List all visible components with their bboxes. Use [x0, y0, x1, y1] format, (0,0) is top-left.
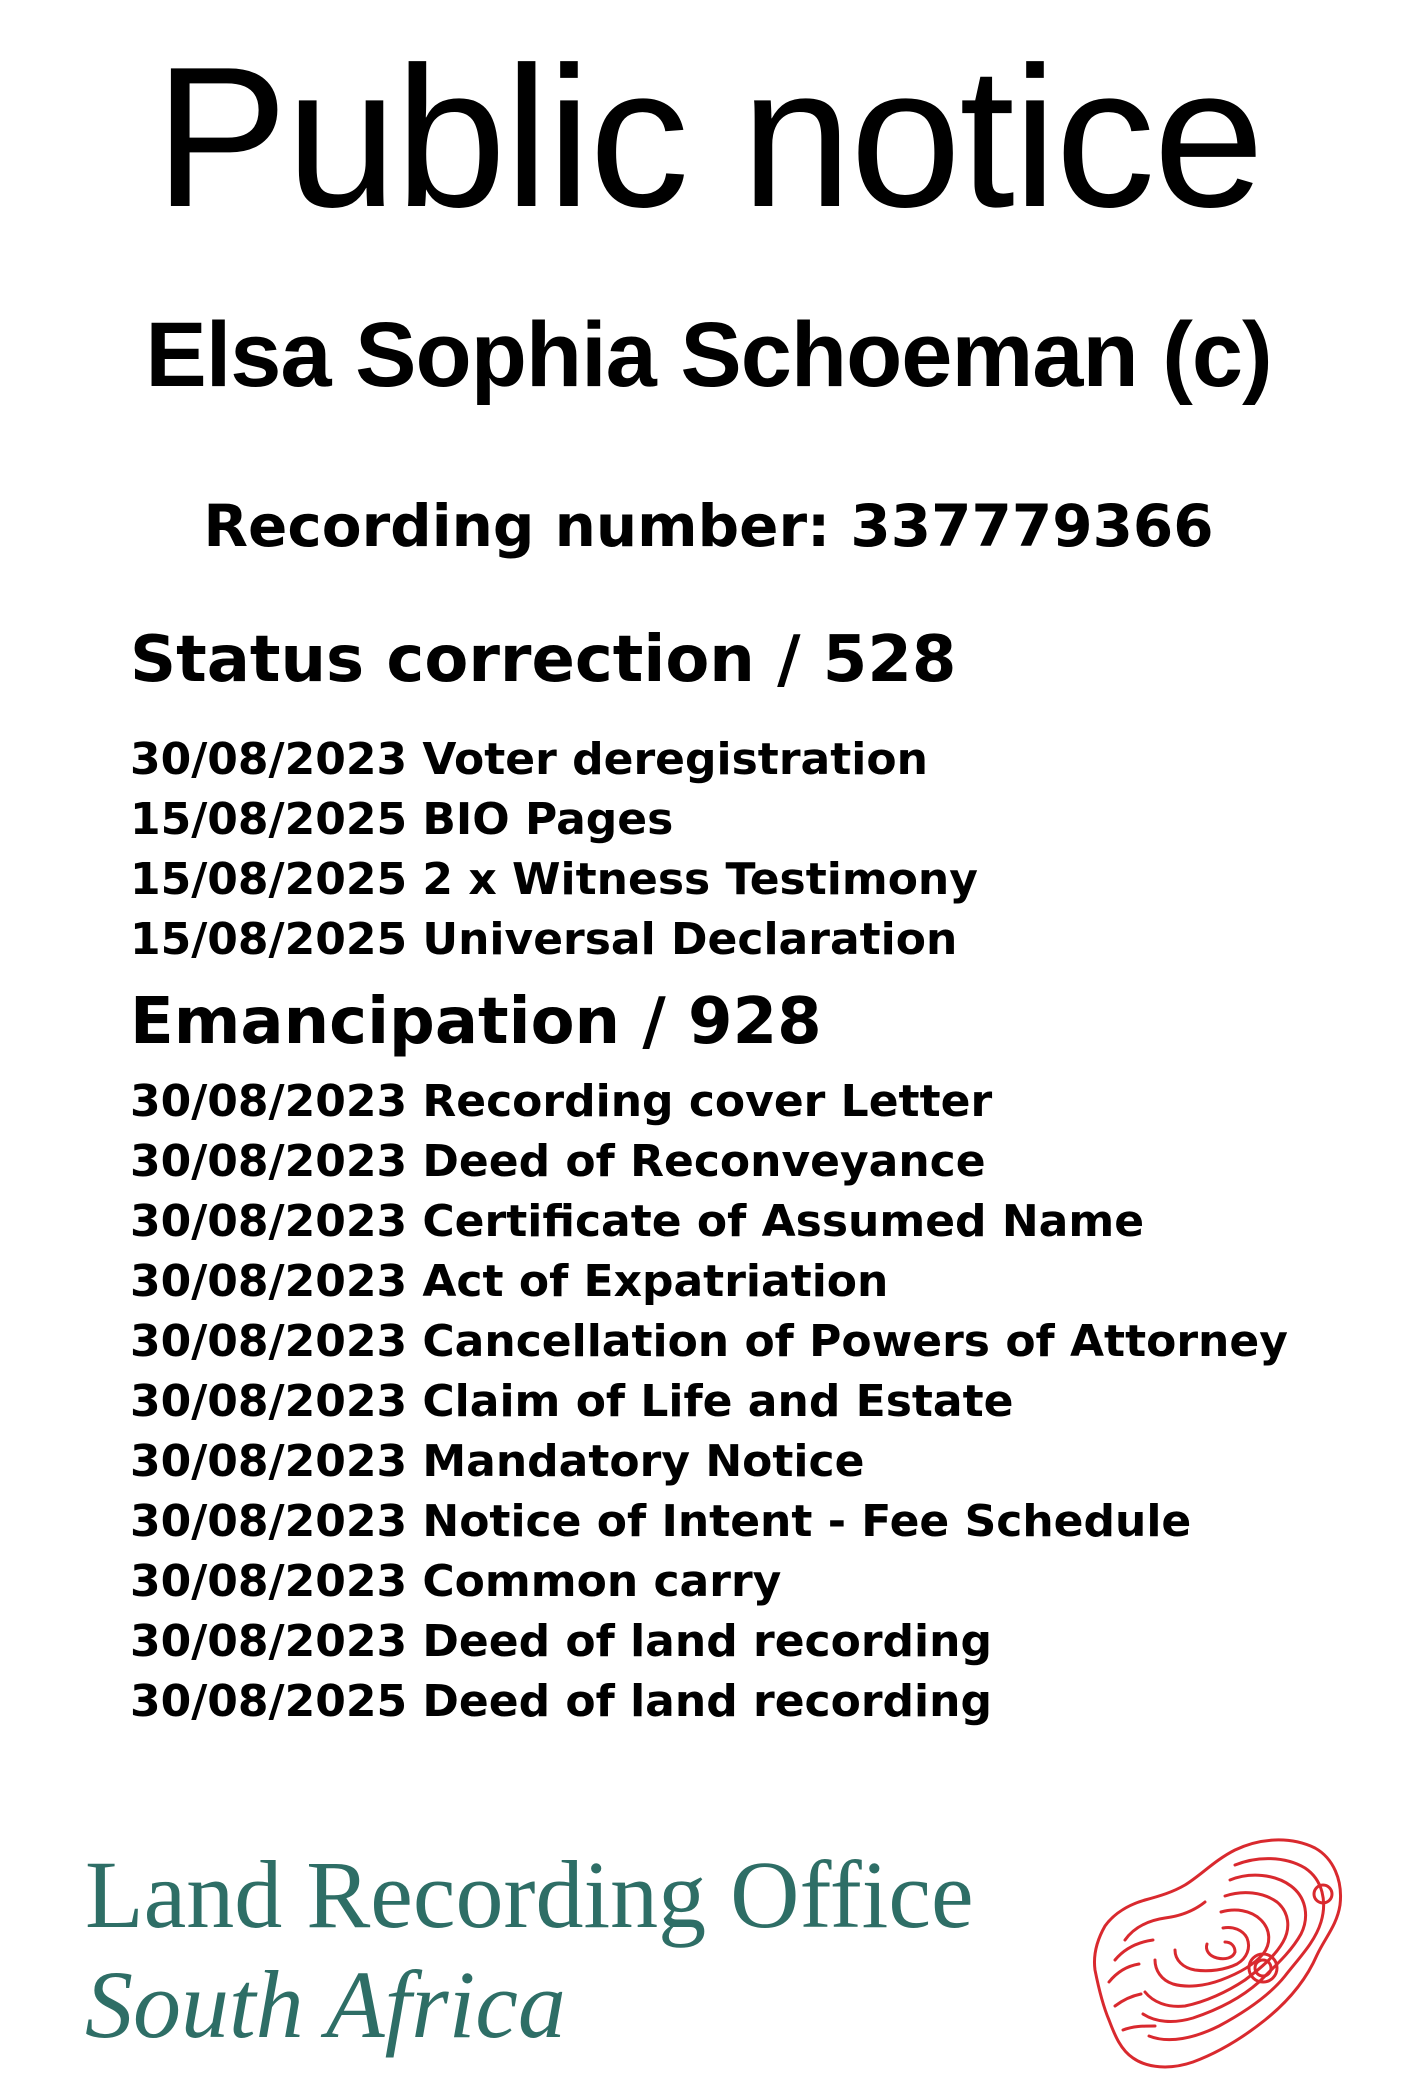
- list-item: 30/08/2025 Deed of land recording: [130, 1676, 992, 1727]
- office-name: Land Recording Office: [85, 1841, 974, 1948]
- section-heading-status-correction: Status correction / 528: [130, 623, 957, 697]
- list-item: 30/08/2023 Common carry: [130, 1556, 782, 1607]
- list-item: 30/08/2023 Claim of Life and Estate: [130, 1376, 1014, 1427]
- list-item: 30/08/2023 Voter deregistration: [130, 734, 928, 785]
- list-item: 30/08/2023 Deed of Reconveyance: [130, 1136, 986, 1187]
- list-item: 30/08/2023 Notice of Intent - Fee Schedule: [130, 1496, 1192, 1547]
- south-africa-fingerprint-map-icon: [1085, 1830, 1355, 2080]
- recording-number: Recording number: 337779366: [203, 492, 1214, 560]
- office-logo-text: [85, 1840, 1085, 2060]
- office-country: South Africa: [85, 1951, 566, 2058]
- list-item: 15/08/2025 Universal Declaration: [130, 914, 958, 965]
- list-item: 30/08/2023 Cancellation of Powers of Attorney: [130, 1316, 1288, 1367]
- status-correction-list: [130, 730, 1330, 970]
- list-item: 30/08/2023 Act of Expatriation: [130, 1256, 889, 1307]
- notice-content: [130, 620, 1330, 1732]
- notice-title: Public notice: [154, 26, 1263, 249]
- person-name: Elsa Sophia Schoeman (c): [145, 304, 1272, 406]
- list-item: 15/08/2025 2 x Witness Testimony: [130, 854, 978, 905]
- list-item: 30/08/2023 Deed of land recording: [130, 1616, 992, 1667]
- section-heading-emancipation: Emancipation / 928: [130, 985, 822, 1059]
- list-item: 15/08/2025 BIO Pages: [130, 794, 674, 845]
- list-item: 30/08/2023 Recording cover Letter: [130, 1076, 993, 1127]
- list-item: 30/08/2023 Certificate of Assumed Name: [130, 1196, 1145, 1247]
- list-item: 30/08/2023 Mandatory Notice: [130, 1436, 865, 1487]
- emancipation-list: [130, 1072, 1330, 1732]
